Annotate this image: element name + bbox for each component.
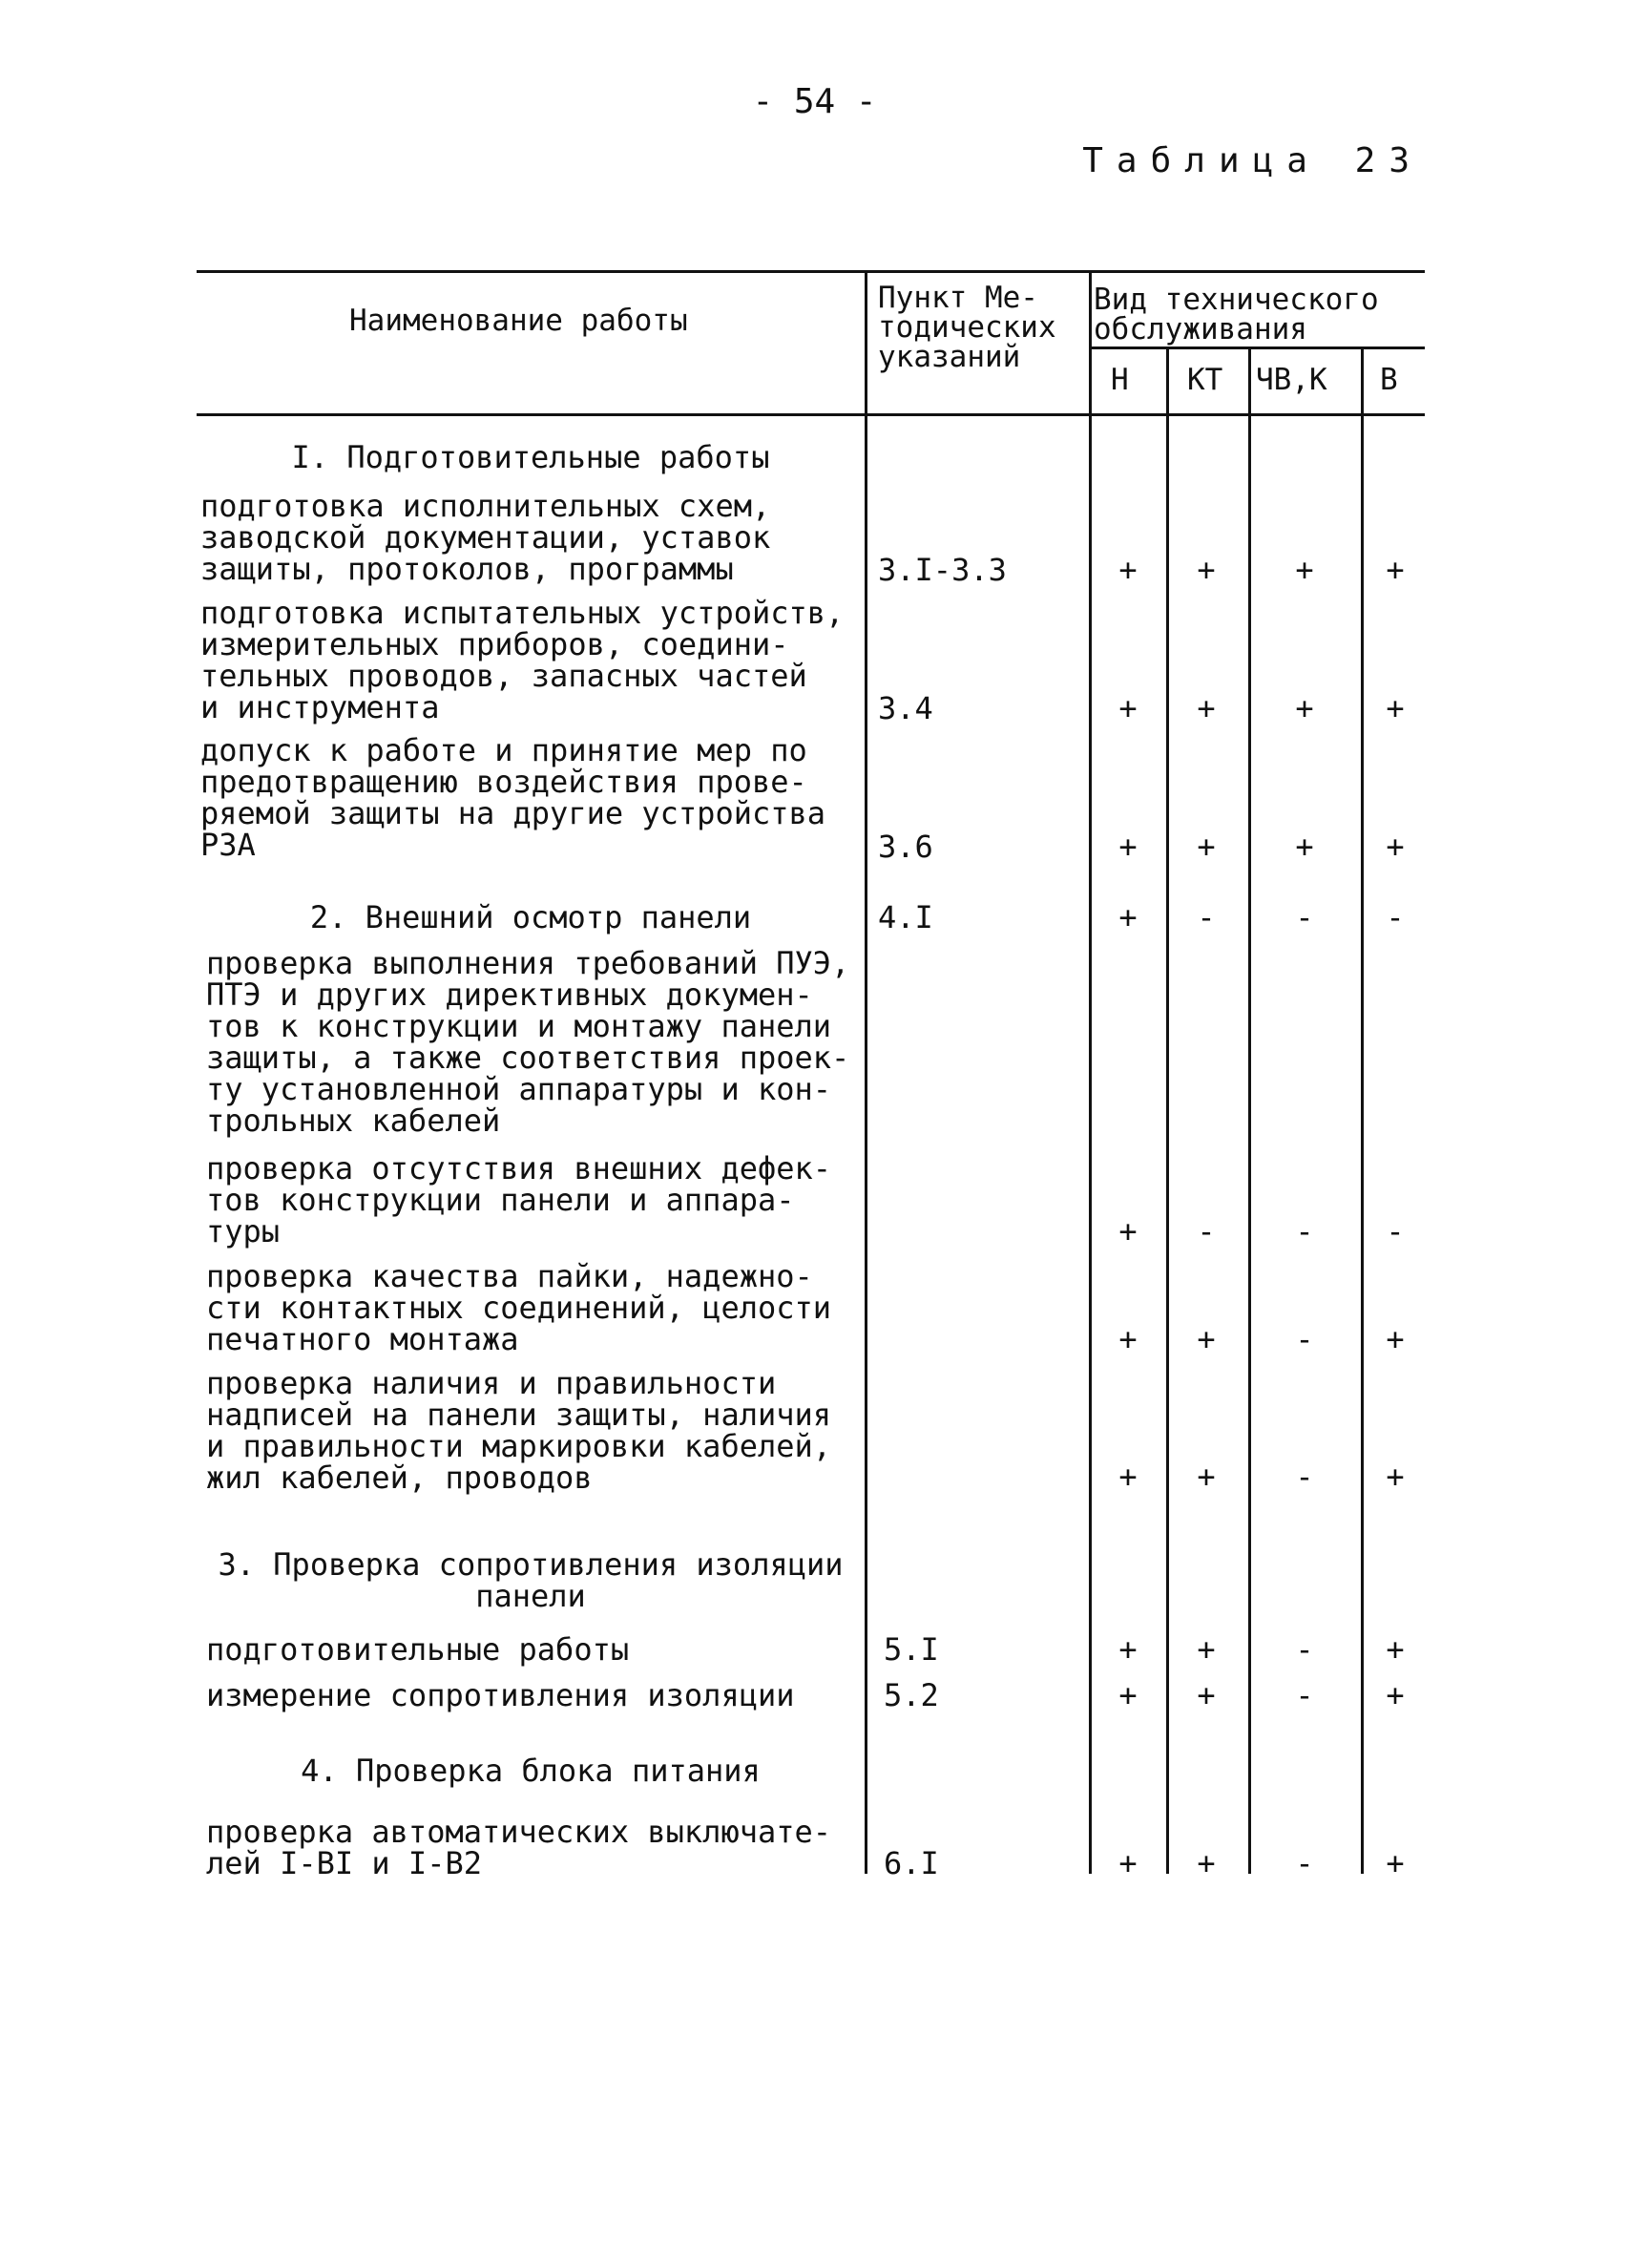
mark-v: +: [1386, 552, 1405, 588]
header-col-v: В: [1380, 363, 1398, 397]
header-point: Пункт Ме- тодических указаний: [878, 281, 1056, 374]
row-text: проверка автоматических выключате- лей I-BI и I-B2: [206, 1814, 832, 1881]
mark-chvk: -: [1295, 1677, 1314, 1713]
table-top-rule: [197, 270, 1425, 273]
mark-kt: +: [1197, 552, 1216, 588]
mark-n: +: [1118, 899, 1138, 935]
mark-n: +: [1118, 1213, 1138, 1250]
col-divider-service: [1089, 270, 1092, 1874]
col-divider-kt: [1248, 346, 1251, 1874]
mark-chvk: -: [1295, 1321, 1314, 1357]
header-service-type: Вид технического обслуживания: [1094, 283, 1379, 346]
section-point: 4.I: [878, 899, 933, 935]
row-point: 5.I: [884, 1631, 939, 1668]
col-divider-chvk: [1361, 346, 1364, 1874]
row-text: проверка наличия и правильности надписей на панели защиты, наличия и правильности маркировки кабелей, жил кабелей, проводов: [206, 1365, 832, 1496]
mark-kt: +: [1197, 1321, 1216, 1357]
row-point: 6.I: [884, 1845, 939, 1881]
section-title: 2. Внешний осмотр панели: [309, 899, 752, 935]
row-text: подготовка исполнительных схем, заводской документации, уставок защиты, протоколов, программы: [200, 488, 771, 587]
mark-kt: +: [1197, 1845, 1216, 1881]
mark-n: +: [1118, 552, 1138, 588]
mark-v: +: [1386, 1845, 1405, 1881]
row-point: 5.2: [884, 1677, 939, 1713]
mark-chvk: +: [1295, 552, 1314, 588]
row-point: 3.I-3.3: [878, 552, 1007, 588]
mark-chvk: +: [1295, 690, 1314, 726]
mark-n: +: [1118, 1845, 1138, 1881]
mark-n: +: [1118, 1677, 1138, 1713]
mark-v: -: [1386, 899, 1405, 935]
mark-chvk: -: [1295, 1631, 1314, 1668]
mark-v: +: [1386, 1677, 1405, 1713]
row-point: 3.4: [878, 690, 933, 726]
mark-kt: +: [1197, 690, 1216, 726]
mark-chvk: -: [1295, 1213, 1314, 1250]
mark-kt: +: [1197, 1631, 1216, 1668]
mark-n: +: [1118, 1321, 1138, 1357]
section-title: 4. Проверка блока питания: [301, 1753, 761, 1789]
row-text: проверка качества пайки, надежно- сти контактных соединений, целости печатного монтажа: [206, 1258, 832, 1357]
row-text: проверка отсутствия внешних дефек- тов конструкции панели и аппара- туры: [206, 1150, 832, 1250]
row-point: 3.6: [878, 829, 933, 865]
mark-kt: -: [1197, 1213, 1216, 1250]
row-text: подготовительные работы: [206, 1631, 630, 1668]
header-col-n: Н: [1111, 363, 1129, 397]
mark-chvk: -: [1295, 1845, 1314, 1881]
mark-kt: +: [1197, 829, 1216, 865]
row-text: проверка выполнения требований ПУЭ, ПТЭ и других директивных докумен- тов к конструкции и монтажу панели защиты, а также соответствия проек- ту установленной аппаратуры и кон- трольных кабелей: [206, 945, 850, 1139]
table-caption: Таблица 23: [1082, 141, 1423, 180]
row-text: измерение сопротивления изоляции: [206, 1677, 795, 1713]
mark-n: +: [1118, 1631, 1138, 1668]
page-number: - 54 -: [752, 82, 877, 121]
mark-chvk: +: [1295, 829, 1314, 865]
header-bottom-rule: [197, 413, 1425, 416]
row-text: допуск к работе и принятие мер по предотвращению воздействия прове- ряемой защиты на другие устройства РЗА: [200, 732, 826, 863]
service-type-subrule: [1089, 346, 1425, 349]
mark-v: -: [1386, 1213, 1405, 1250]
section-title: I. Подготовительные работы: [291, 439, 770, 475]
mark-n: +: [1118, 829, 1138, 865]
mark-v: +: [1386, 829, 1405, 865]
section-title: 3. Проверка сопротивления изоляции панели: [218, 1546, 844, 1614]
mark-chvk: -: [1295, 1459, 1314, 1495]
mark-v: +: [1386, 1459, 1405, 1495]
mark-kt: -: [1197, 899, 1216, 935]
maintenance-table: [197, 270, 1425, 1893]
col-divider-n: [1166, 346, 1169, 1874]
header-work-name: Наименование работы: [349, 304, 688, 338]
mark-n: +: [1118, 690, 1138, 726]
mark-n: +: [1118, 1459, 1138, 1495]
mark-kt: +: [1197, 1677, 1216, 1713]
mark-chvk: -: [1295, 899, 1314, 935]
header-col-kt: КТ: [1187, 363, 1223, 397]
col-divider-point: [865, 270, 867, 1874]
mark-v: +: [1386, 1631, 1405, 1668]
mark-v: +: [1386, 690, 1405, 726]
row-text: подготовка испытательных устройств, измерительных приборов, соедини- тельных проводов, запасных частей и инструмента: [200, 595, 845, 725]
mark-kt: +: [1197, 1459, 1216, 1495]
mark-v: +: [1386, 1321, 1405, 1357]
header-col-chvk: ЧВ,К: [1256, 363, 1327, 397]
